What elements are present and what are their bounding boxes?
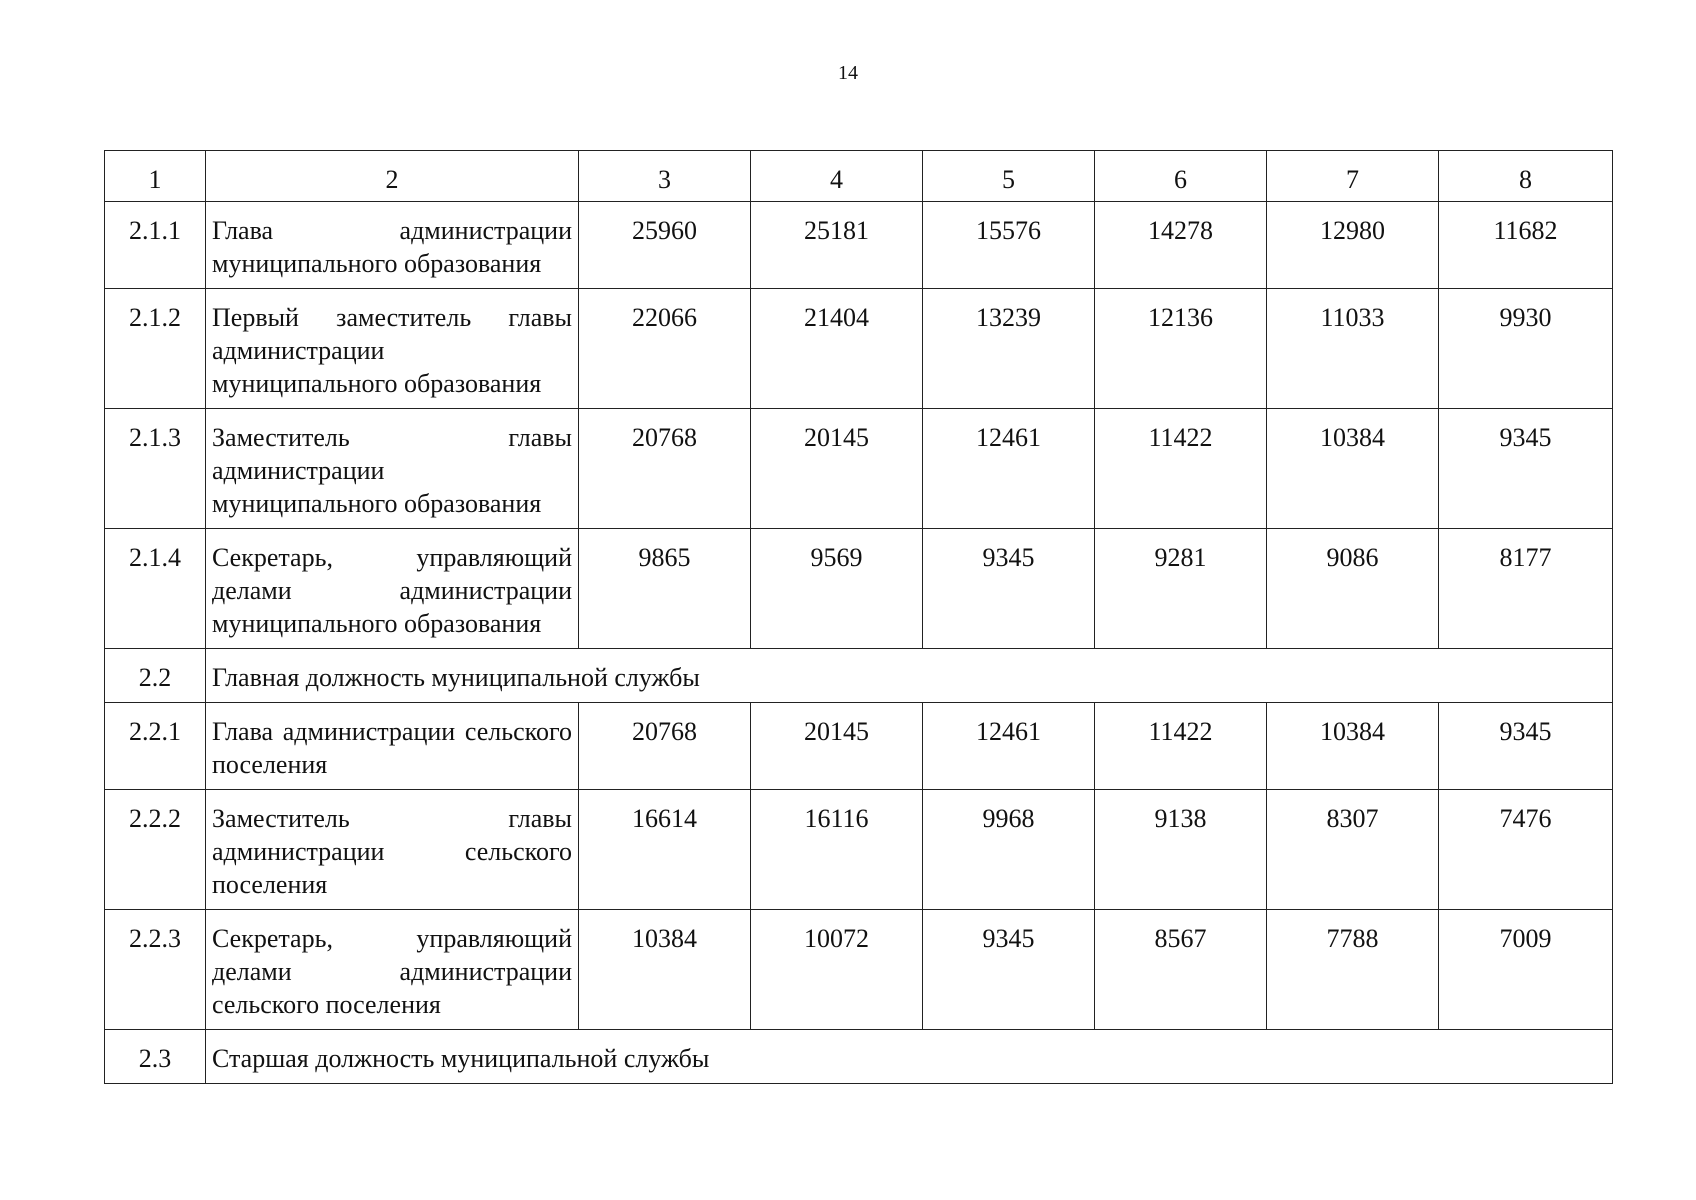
value-cell: 12461: [923, 409, 1095, 529]
value-cell: 9968: [923, 790, 1095, 910]
section-row: [105, 1030, 1613, 1084]
table-row: [105, 910, 1613, 1030]
value-cell: 11422: [1095, 409, 1267, 529]
row-number: 2.2.2: [105, 790, 206, 910]
value-cell: 9345: [1439, 409, 1613, 529]
value-cell: 7788: [1267, 910, 1439, 1030]
value-cell: 10384: [1267, 409, 1439, 529]
column-header: 4: [751, 151, 923, 202]
column-header: 5: [923, 151, 1095, 202]
value-cell: 15576: [923, 202, 1095, 289]
section-number: 2.3: [105, 1030, 206, 1084]
value-cell: 21404: [751, 289, 923, 409]
value-cell: 12980: [1267, 202, 1439, 289]
value-cell: 11422: [1095, 703, 1267, 790]
column-header: 2: [206, 151, 579, 202]
value-cell: 9138: [1095, 790, 1267, 910]
row-number: 2.1.1: [105, 202, 206, 289]
value-cell: 12136: [1095, 289, 1267, 409]
value-cell: 20145: [751, 703, 923, 790]
table-row: [105, 409, 1613, 529]
table-header-row: [105, 151, 1613, 202]
value-cell: 9345: [923, 910, 1095, 1030]
value-cell: 9086: [1267, 529, 1439, 649]
table-row: [105, 703, 1613, 790]
value-cell: 9345: [923, 529, 1095, 649]
value-cell: 10384: [1267, 703, 1439, 790]
position-title: Секретарь, управляющий делами администрации муниципального образования: [206, 529, 579, 649]
section-number: 2.2: [105, 649, 206, 703]
value-cell: 20768: [579, 409, 751, 529]
value-cell: 11682: [1439, 202, 1613, 289]
value-cell: 11033: [1267, 289, 1439, 409]
section-title: Старшая должность муниципальной службы: [206, 1030, 1613, 1084]
position-title: Глава администрации муниципального образования: [206, 202, 579, 289]
row-number: 2.1.4: [105, 529, 206, 649]
table-row: [105, 790, 1613, 910]
value-cell: 9569: [751, 529, 923, 649]
section-title: Главная должность муниципальной службы: [206, 649, 1613, 703]
row-number: 2.2.3: [105, 910, 206, 1030]
row-number: 2.2.1: [105, 703, 206, 790]
position-title: Глава администрации сельского поселения: [206, 703, 579, 790]
value-cell: 7009: [1439, 910, 1613, 1030]
page-number: 14: [838, 62, 858, 84]
value-cell: 25960: [579, 202, 751, 289]
row-number: 2.1.2: [105, 289, 206, 409]
value-cell: 20768: [579, 703, 751, 790]
column-header: 1: [105, 151, 206, 202]
value-cell: 8177: [1439, 529, 1613, 649]
column-header: 3: [579, 151, 751, 202]
value-cell: 16614: [579, 790, 751, 910]
column-header: 8: [1439, 151, 1613, 202]
value-cell: 25181: [751, 202, 923, 289]
position-title: Первый заместитель главы администрации муниципального образования: [206, 289, 579, 409]
table-row: [105, 202, 1613, 289]
column-header: 6: [1095, 151, 1267, 202]
section-row: [105, 649, 1613, 703]
value-cell: 22066: [579, 289, 751, 409]
value-cell: 9281: [1095, 529, 1267, 649]
value-cell: 8567: [1095, 910, 1267, 1030]
value-cell: 8307: [1267, 790, 1439, 910]
table-row: [105, 529, 1613, 649]
value-cell: 14278: [1095, 202, 1267, 289]
value-cell: 12461: [923, 703, 1095, 790]
value-cell: 13239: [923, 289, 1095, 409]
position-title: Заместитель главы администрации муниципального образования: [206, 409, 579, 529]
position-title: Секретарь, управляющий делами администрации сельского поселения: [206, 910, 579, 1030]
value-cell: 7476: [1439, 790, 1613, 910]
value-cell: 9930: [1439, 289, 1613, 409]
value-cell: 9345: [1439, 703, 1613, 790]
value-cell: 10384: [579, 910, 751, 1030]
row-number: 2.1.3: [105, 409, 206, 529]
column-header: 7: [1267, 151, 1439, 202]
position-title: Заместитель главы администрации сельского поселения: [206, 790, 579, 910]
value-cell: 10072: [751, 910, 923, 1030]
value-cell: 9865: [579, 529, 751, 649]
value-cell: 20145: [751, 409, 923, 529]
salary-table: [104, 150, 1613, 1084]
value-cell: 16116: [751, 790, 923, 910]
table-row: [105, 289, 1613, 409]
